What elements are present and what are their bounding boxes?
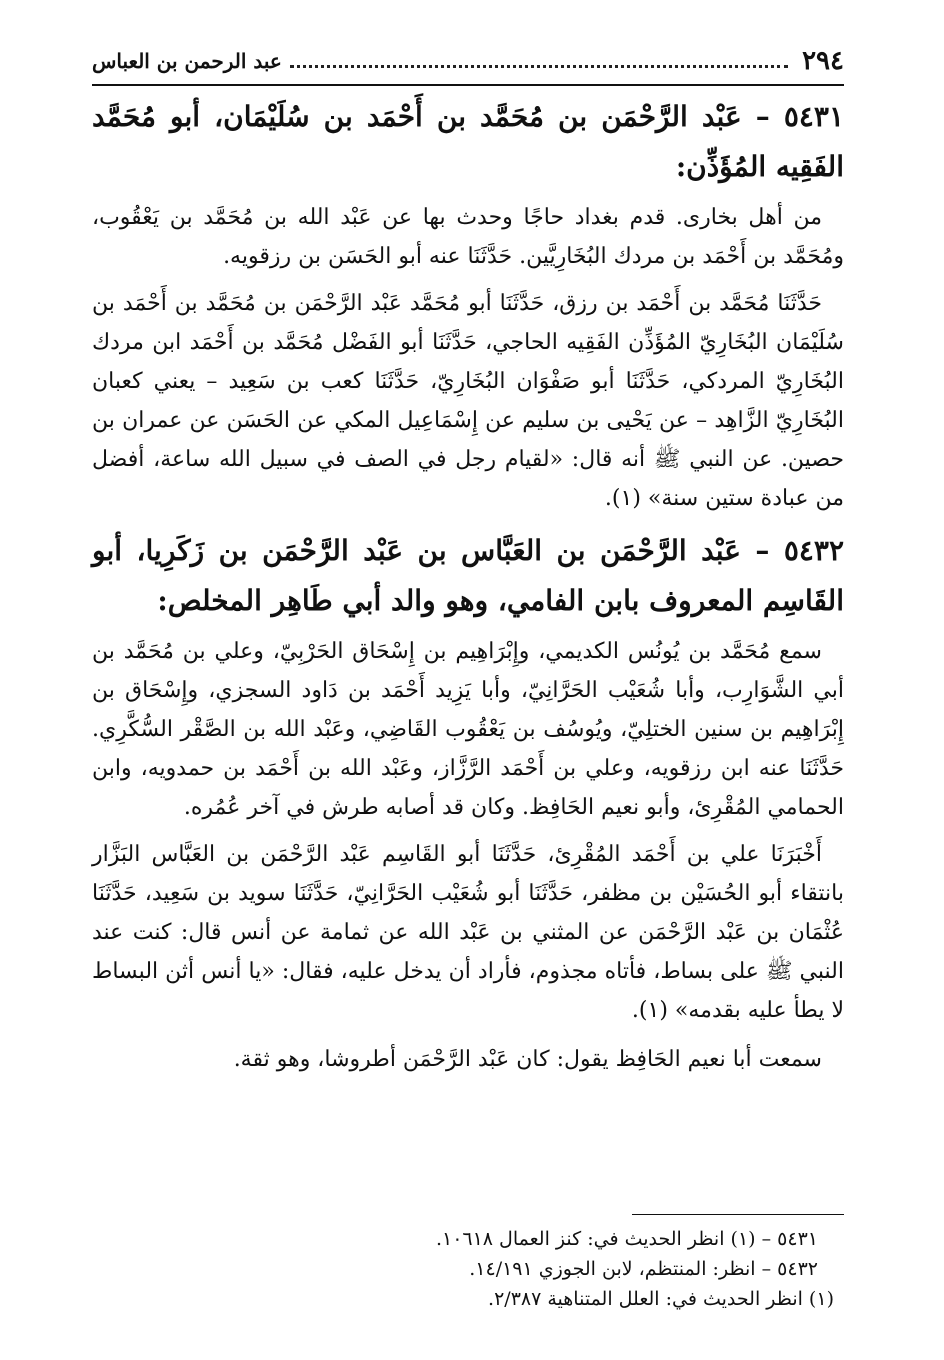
page-number: ٢٩٤: [802, 46, 844, 76]
footnote: ٥٤٣١ – (١) انظر الحديث في: كنز العمال ١٠٦١٨.: [435, 1228, 818, 1250]
footnotes: [92, 1224, 844, 1314]
entry-heading-5431: ٥٤٣١ – عَبْد الرَّحْمَن بن مُحَمَّد بن أَحْمَد بن سُلَيْمَان، أبو مُحَمَّد الفَقِيه المُؤَذِّن:: [92, 100, 844, 183]
footnote-separator: [632, 1214, 844, 1215]
leader-dots: [290, 65, 788, 68]
entry-5432-paragraph: سمعت أبا نعيم الحَافِظ يقول: كان عَبْد الرَّحْمَن أطروشا، وهو ثقة.: [233, 1047, 822, 1072]
footnote: (١) انظر الحديث في: العلل المتناهية ٢/٣٨٧.: [488, 1288, 834, 1310]
footnote: ٥٤٣٢ – انظر: المنتظم، لابن الجوزي ١٤/١٩١.: [469, 1258, 818, 1280]
entry-heading-5432: ٥٤٣٢ – عَبْد الرَّحْمَن بن العَبَّاس بن عَبْد الرَّحْمَن بن زَكَرِيا، أبو القَاسِم المعروف بابن الفامي، وهو والد أبي طَاهِر المخلص:: [92, 534, 844, 617]
entry-5431-paragraph: حَدَّثَنَا مُحَمَّد بن أَحْمَد بن رزق، حَدَّثَنَا أبو مُحَمَّد عَبْد الرَّحْمَن بن مُحَمَّد بن أَحْمَد بن سُلَيْمَان البُخَارِيّ المُؤَذِّن الفَقِيه الحاجي، حَدَّثَنَا أبو الفَضْل مُحَمَّد بن أَحْمَد ابن مردك البُخَارِيّ المردكي، حَدَّثَنَا أبو صَفْوَان البُخَارِيّ، حَدَّثَنَا كعب بن سَعِيد – يعني كعبان البُخَارِيّ الزَّاهِد – عن يَحْيى بن سليم عن إِسْمَاعِيل المكي عن الحَسَن عن عمران بن حصين. عن النبي ﷺ أنه قال: «لقيام رجل في الصف في سبيل الله ساعة، أفضل من عبادة ستين سنة» (١).: [92, 291, 844, 511]
main-text: [92, 88, 844, 1087]
entry-5432-paragraph: أَخْبَرَنَا علي بن أَحْمَد المُقْرِئ، حَدَّثَنَا أبو القَاسِم عَبْد الرَّحْمَن بن العَبَّاس البَزَّار بانتقاء أبو الحُسَيْن بن مظفر، حَدَّثَنَا أبو شُعَيْب الحَرَّانِيّ، حَدَّثَنَا سويد بن سَعِيد، حَدَّثَنَا عُثْمَان بن عَبْد الرَّحْمَن عن المثني بن عَبْد الله عن ثمامة عن أنس قال: كنت عند النبي ﷺ على بساط، فأتاه مجذوم، فأراد أن يدخل عليه، فقال: «يا أنس أثن البساط لا يطأ عليه بقدمه» (١).: [92, 842, 844, 1023]
running-title: عبد الرحمن بن العباس: [92, 49, 282, 73]
running-header: [92, 38, 844, 86]
entry-5432-paragraph: سمع مُحَمَّد بن يُونُس الكديمي، وإِبْرَاهِيم بن إِسْحَاق الحَرْبِيّ، وعلي بن مُحَمَّد بن أبي الشَّوَارِب، وأبا شُعَيْب الحَرَّانِيّ، وأبا يَزِيد أَحْمَد بن دَاود السجزي، وإِسْحَاق بن إِبْرَاهِيم بن سنين الختلِيّ، ويُوسُف بن يَعْقُوب القَاضِي، وعَبْد الله بن الصَّقْر السُّكَّرِي. حَدَّثَنَا عنه ابن رزقويه، وعلي بن أَحْمَد الرَّزَّاز، وعَبْد الله بن أَحْمَد بن حمدويه، وابن الحمامي المُقْرِئ، وأبو نعيم الحَافِظ. وكان قد أصابه طرش في آخر عُمُره.: [92, 639, 844, 820]
entry-5431-paragraph: من أهل بخارى. قدم بغداد حاجًا وحدث بها عن عَبْد الله بن مُحَمَّد بن يَعْقُوب، ومُحَمَّد بن أَحْمَد بن مردك البُخَارِيَّين. حَدَّثَنَا عنه أبو الحَسَن بن رزقويه.: [92, 205, 844, 269]
